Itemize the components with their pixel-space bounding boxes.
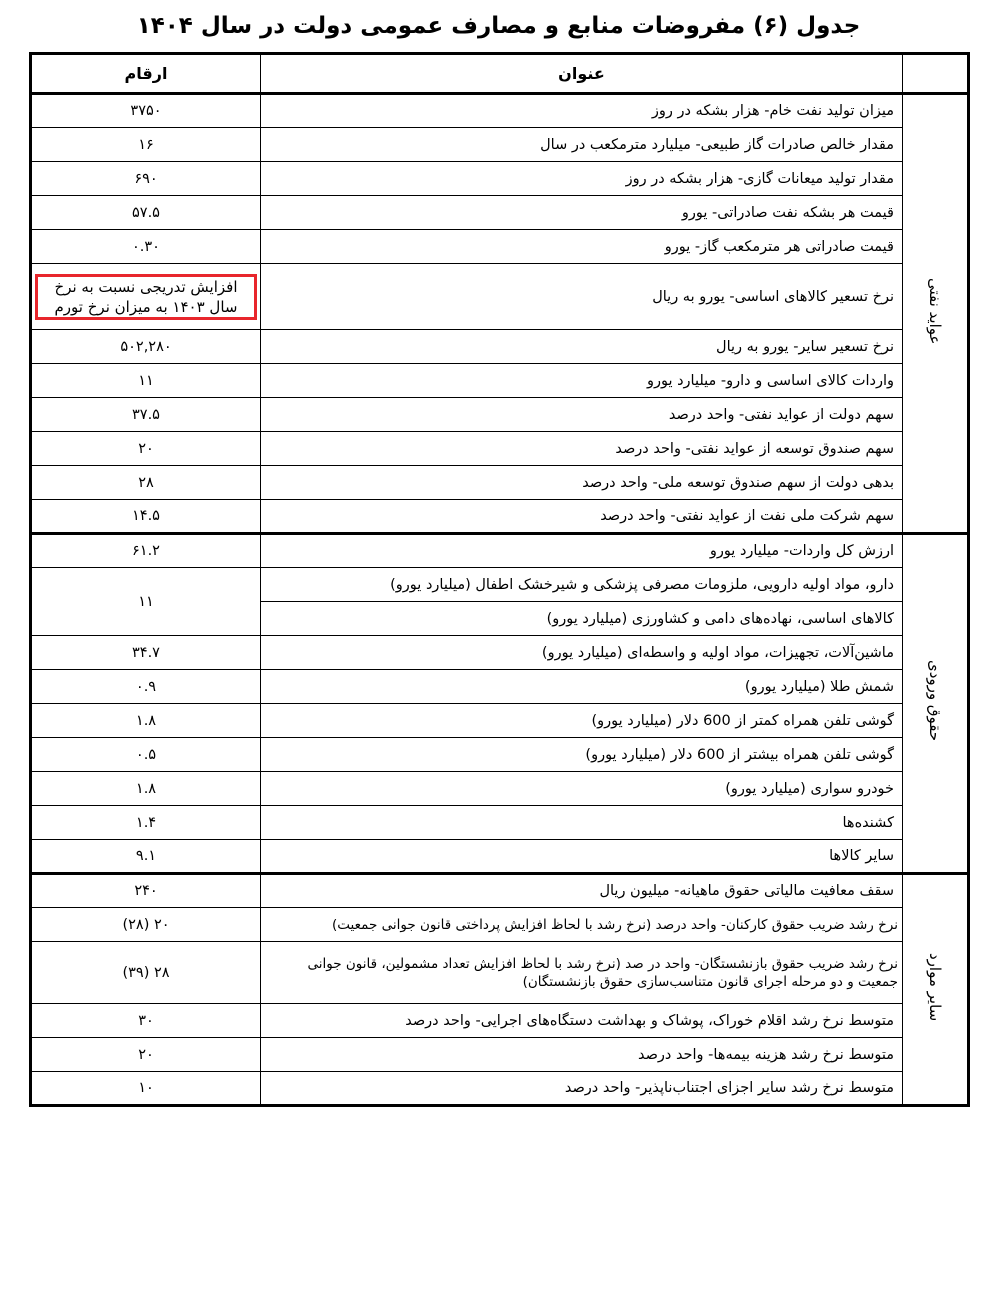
row-title: قیمت صادراتی هر مترمکعب گاز- یورو [261, 230, 903, 264]
row-value: ۹.۱ [31, 840, 261, 874]
row-title: سایر کالاها [261, 840, 903, 874]
row-title: بدهی دولت از سهم صندوق توسعه ملی- واحد درصد [261, 466, 903, 500]
header-category [903, 54, 969, 94]
table-row [31, 432, 969, 466]
row-value: ۲۰ [31, 1038, 261, 1072]
table-row [31, 398, 969, 432]
row-value: ۱۱ [31, 364, 261, 398]
row-value: ۳۷۵۰ [31, 94, 261, 128]
row-value: ۶۹۰ [31, 162, 261, 196]
row-title: مقدار تولید میعانات گازی- هزار بشکه در روز [261, 162, 903, 196]
table-row [31, 772, 969, 806]
row-title: سهم دولت از عواید نفتی- واحد درصد [261, 398, 903, 432]
row-value: ۶۱.۲ [31, 534, 261, 568]
row-title: نرخ رشد ضریب حقوق بازنشستگان- واحد در صد (نرخ رشد با لحاظ افزایش تعداد مشمولین، قانون جوانی جمعیت و دو مرحله اجرای قانون متناسب‌سازی حقوق بازنشستگان) [261, 942, 903, 1004]
row-value: ۱۴.۵ [31, 500, 261, 534]
row-title: سهم صندوق توسعه از عواید نفتی- واحد درصد [261, 432, 903, 466]
row-title: متوسط نرخ رشد هزینه بیمه‌ها- واحد درصد [261, 1038, 903, 1072]
table-row [31, 568, 969, 602]
table-row [31, 738, 969, 772]
row-value-cell [31, 264, 261, 330]
row-value: ۱۱ [31, 568, 261, 636]
row-value: ۱.۸ [31, 704, 261, 738]
row-title: نرخ رشد ضریب حقوق کارکنان- واحد درصد (نرخ رشد با لحاظ افزایش پرداختی قانون جوانی جمعیت) [261, 908, 903, 942]
table-row [31, 1038, 969, 1072]
row-value: ۲۸ (۳۹) [31, 942, 261, 1004]
assumptions-table [29, 52, 970, 1107]
row-value: ۳۴.۷ [31, 636, 261, 670]
header-value: ارقام [31, 54, 261, 94]
row-title: میزان تولید نفت خام- هزار بشکه در روز [261, 94, 903, 128]
row-title: سقف معافیت مالیاتی حقوق ماهیانه- میلیون ریال [261, 874, 903, 908]
row-title: گوشی تلفن همراه کمتر از 600 دلار (میلیارد یورو) [261, 704, 903, 738]
highlighted-value: افزایش تدریجی نسبت به نرخ سال ۱۴۰۳ به میزان نرخ تورم [34, 273, 258, 321]
table-row [31, 128, 969, 162]
table-row [31, 196, 969, 230]
table-row [31, 534, 969, 568]
row-value: ۱.۴ [31, 806, 261, 840]
table-row [31, 330, 969, 364]
row-title: سهم شرکت ملی نفت از عواید نفتی- واحد درصد [261, 500, 903, 534]
row-title: متوسط نرخ رشد اقلام خوراک، پوشاک و بهداشت دستگاه‌های اجرایی- واحد درصد [261, 1004, 903, 1038]
row-value: ۲۰ (۲۸) [31, 908, 261, 942]
table-row [31, 908, 969, 942]
table-row [31, 704, 969, 738]
table-row [31, 500, 969, 534]
row-title: ارزش کل واردات- میلیارد یورو [261, 534, 903, 568]
header-title: عنوان [261, 54, 903, 94]
table-row [31, 364, 969, 398]
row-title: نرخ تسعیر سایر- یورو به ریال [261, 330, 903, 364]
row-value: ۳۰ [31, 1004, 261, 1038]
table-title: جدول (۶) مفروضات منابع و مصارف عمومی دولت در سال ۱۴۰۴ [136, 13, 861, 39]
row-title: دارو، مواد اولیه دارویی، ملزومات مصرفی پزشکی و شیرخشک اطفال (میلیارد یورو) [261, 568, 903, 602]
row-title: نرخ تسعیر کالاهای اساسی- یورو به ریال [261, 264, 903, 330]
row-value: ۲۰ [31, 432, 261, 466]
table-row [31, 466, 969, 500]
table-row [31, 1072, 969, 1106]
table-row [31, 1004, 969, 1038]
table-row [31, 264, 969, 330]
table-row [31, 230, 969, 264]
row-title: مقدار خالص صادرات گاز طبیعی- میلیارد مترمکعب در سال [261, 128, 903, 162]
category-other-items: سایر موارد [903, 874, 969, 1106]
table-row [31, 94, 969, 128]
row-title: کالاهای اساسی، نهاده‌های دامی و کشاورزی (میلیارد یورو) [261, 602, 903, 636]
row-title: شمش طلا (میلیارد یورو) [261, 670, 903, 704]
header-row [31, 54, 969, 94]
row-value: ۵۷.۵ [31, 196, 261, 230]
table-row [31, 162, 969, 196]
table-row [31, 670, 969, 704]
table-row [31, 874, 969, 908]
row-title: خودرو سواری (میلیارد یورو) [261, 772, 903, 806]
row-value: ۲۸ [31, 466, 261, 500]
row-value: ۳۷.۵ [31, 398, 261, 432]
row-value: ۰.۵ [31, 738, 261, 772]
row-title: ماشین‌آلات، تجهیزات، مواد اولیه و واسطه‌ای (میلیارد یورو) [261, 636, 903, 670]
row-value: ۱۰ [31, 1072, 261, 1106]
row-value: ۰.۹ [31, 670, 261, 704]
row-title: قیمت هر بشکه نفت صادراتی- یورو [261, 196, 903, 230]
row-title: متوسط نرخ رشد سایر اجزای اجتناب‌ناپذیر- واحد درصد [261, 1072, 903, 1106]
row-title: کشنده‌ها [261, 806, 903, 840]
category-oil-revenues: عواید نفتی [903, 94, 969, 534]
table-row [31, 942, 969, 1004]
table-row [31, 636, 969, 670]
category-import-duties: حقوق ورودی [903, 534, 969, 874]
row-title: گوشی تلفن همراه بیشتر از 600 دلار (میلیارد یورو) [261, 738, 903, 772]
row-value: ۱.۸ [31, 772, 261, 806]
table-row [31, 806, 969, 840]
table-row [31, 840, 969, 874]
row-value: ۰.۳۰ [31, 230, 261, 264]
row-value: ۱۶ [31, 128, 261, 162]
row-value: ۲۴۰ [31, 874, 261, 908]
row-title: واردات کالای اساسی و دارو- میلیارد یورو [261, 364, 903, 398]
row-value: ۵۰۲,۲۸۰ [31, 330, 261, 364]
